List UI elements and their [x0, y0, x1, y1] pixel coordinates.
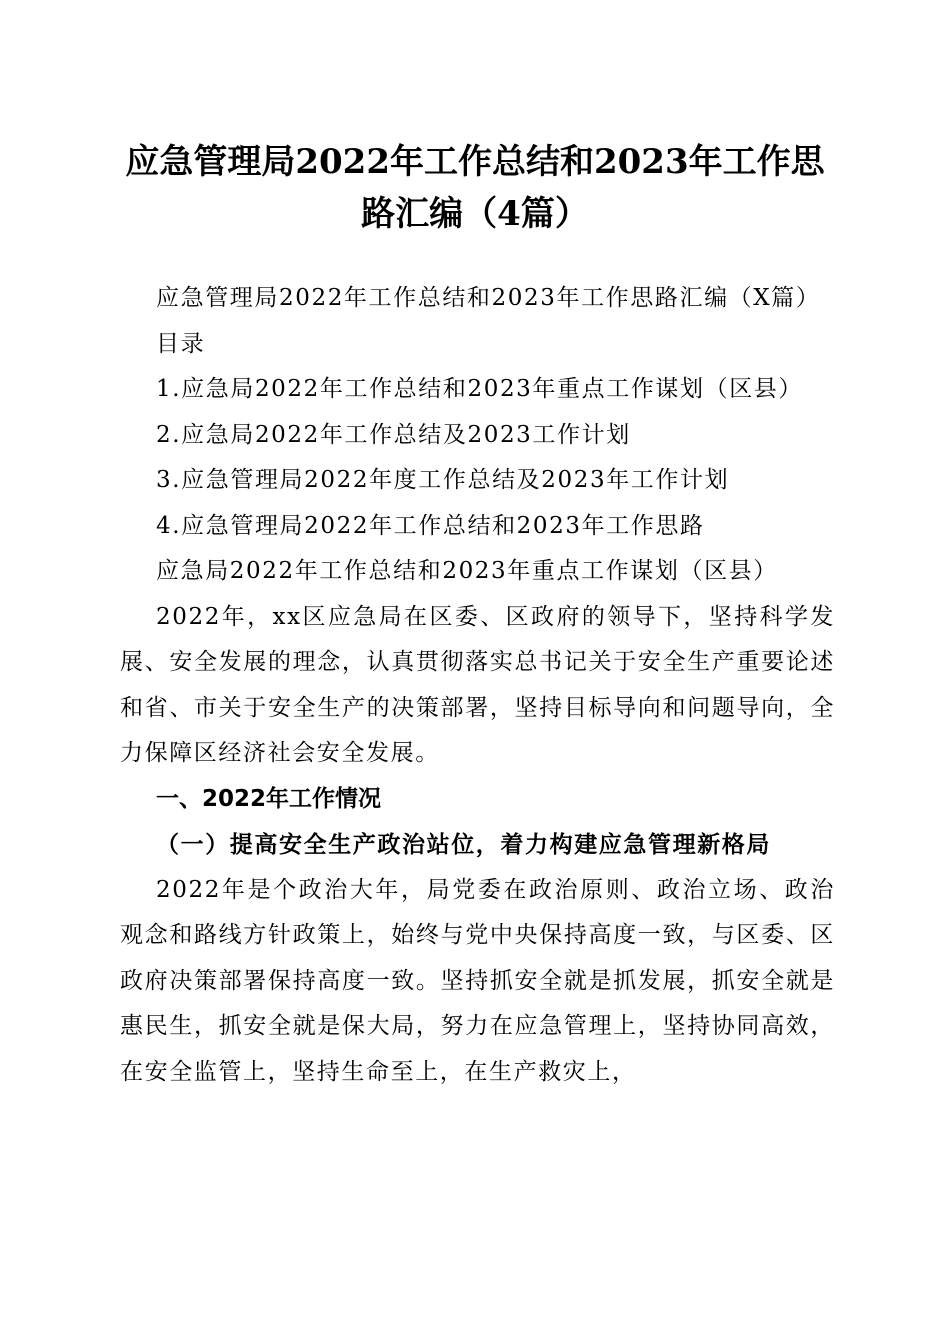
article-title: 应急局2022年工作总结和2023年重点工作谋划（区县） — [156, 558, 778, 584]
toc-item-3: 3.应急管理局2022年度工作总结及2023年工作计划 — [156, 467, 730, 493]
subsection-heading-1: （一）提高安全生产政治站位，着力构建应急管理新格局 — [156, 831, 771, 858]
subsection-paragraph-1: 2022年是个政治大年，局党委在政治原则、政治立场、政治观念和路线方针政策上，始终与党中央保持高度一致，与区委、区政府决策部署保持高度一致。坚持抓安全就是抓发展，抓安全就是惠民生，抓安全就是保大局，努力在应急管理上，坚持协同高效，在安全监管上，坚持生命至上，在生产救灾上， — [120, 876, 835, 1085]
document-title — [110, 136, 840, 240]
section-heading-1: 一、2022年工作情况 — [156, 785, 382, 812]
toc-item-1: 1.应急局2022年工作总结和2023年重点工作谋划（区县） — [156, 376, 804, 402]
title-line-1: 应急管理局2022年工作总结和2023年工作思 — [125, 142, 825, 182]
intro-paragraph: 2022年，xx区应急局在区委、区政府的领导下，坚持科学发展、安全发展的理念，认真贯彻落实总书记关于安全生产重要论述和省、市关于安全生产的决策部署，坚持目标导向和问题导向，全力保障区经济社会安全发展。 — [120, 603, 835, 766]
toc-heading: 目录 — [156, 330, 206, 357]
toc-item-2: 2.应急局2022年工作总结及2023工作计划 — [156, 421, 631, 448]
title-line-2: 路汇编（4篇） — [361, 194, 589, 234]
toc-item-4: 4.应急管理局2022年工作总结和2023年工作思路 — [156, 512, 705, 539]
document-body — [120, 276, 835, 1095]
subtitle-paragraph: 应急管理局2022年工作总结和2023年工作思路汇编（X篇） — [156, 285, 821, 311]
